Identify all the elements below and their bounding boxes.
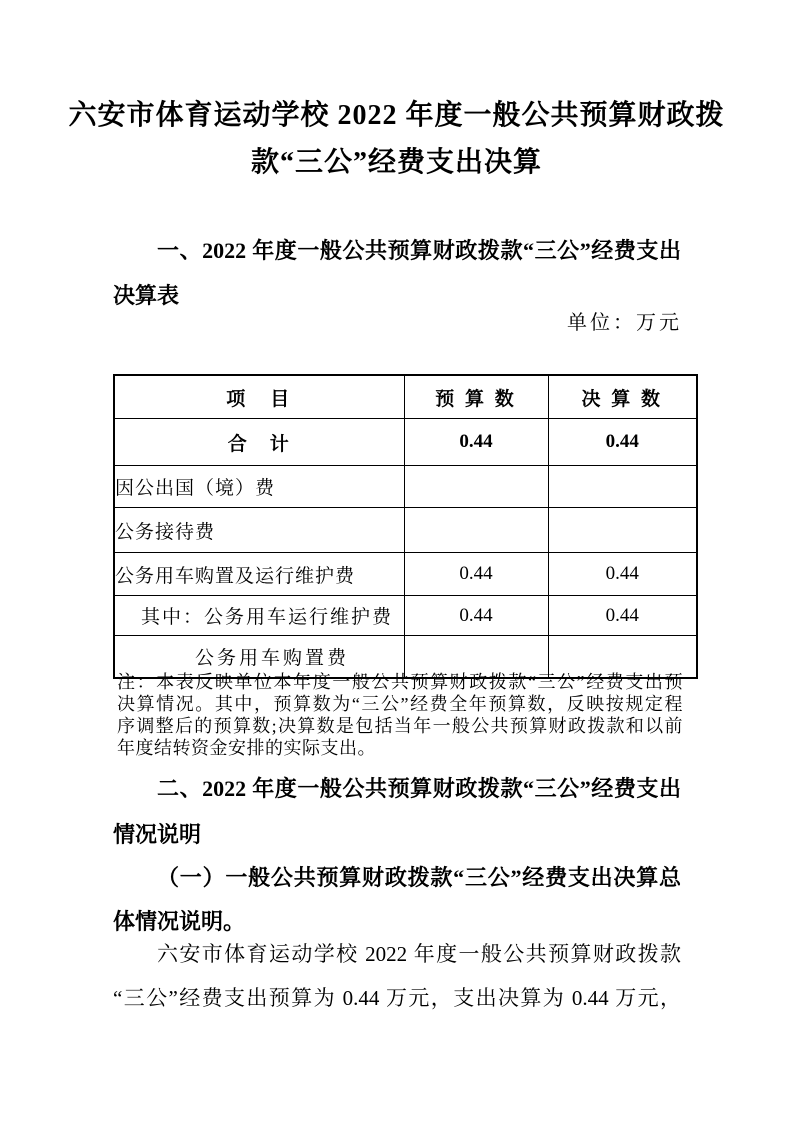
overview-paragraph: [113, 932, 681, 1020]
table-header-row: [114, 375, 697, 419]
unit-label: 单位：万元: [567, 312, 682, 334]
section1-heading: [113, 228, 681, 318]
table-cell-final: [548, 508, 697, 553]
table-row-reception-expense: [114, 508, 697, 553]
section2-subheading-line-2: 体情况说明。: [113, 909, 246, 934]
document-title-line-1: 六安市体育运动学校 2022 年度一般公共预算财政拨: [68, 100, 725, 131]
table-cell-label: 其中：公务用车运行维护费: [114, 596, 404, 636]
table-row-vehicle-operation: [114, 596, 697, 636]
section1-heading-line-2: 决算表: [113, 283, 180, 308]
table-cell-final: 0.44: [548, 596, 697, 636]
table-note-line-3: 序调整后的预算数;决算数是包括当年一般公共预算财政拨款和以前: [117, 716, 683, 736]
table-cell-final: [548, 466, 697, 508]
column-header-budget: 预 算 数: [404, 375, 548, 419]
table-cell-label: 公务用车购置费: [114, 636, 404, 679]
document-title: [56, 92, 737, 186]
table-cell-budget: 0.44: [404, 553, 548, 596]
section2-subheading-line-1: （一）一般公共预算财政拨款“三公”经费支出决算总: [157, 865, 681, 890]
section2-heading-line-1: 二、2022 年度一般公共预算财政拨款“三公”经费支出: [157, 776, 681, 801]
table-row-total: [114, 419, 697, 466]
section2-heading-line-2: 情况说明: [113, 822, 202, 847]
table-cell-label: 合 计: [114, 419, 404, 466]
table-cell-final: 0.44: [548, 553, 697, 596]
table-note-line-1: 注：本表反映单位本年度一般公共预算财政拨款“三公”经费支出预: [117, 672, 683, 692]
table-note-line-2: 决算情况。其中，预算数为“三公”经费全年预算数，反映按规定程: [117, 694, 683, 714]
document-title-line-2: 款“三公”经费支出决算: [250, 147, 542, 178]
table-cell-label: 因公出国（境）费: [114, 466, 404, 508]
overview-paragraph-line-2: “三公”经费支出预算为 0.44 万元，支出决算为 0.44 万元，: [113, 986, 681, 1010]
table-cell-label: 公务接待费: [114, 508, 404, 553]
section1-heading-line-1: 一、2022 年度一般公共预算财政拨款“三公”经费支出: [157, 238, 681, 263]
overview-paragraph-line-1: 六安市体育运动学校 2022 年度一般公共预算财政拨款: [157, 942, 681, 966]
column-header-final: 决 算 数: [548, 375, 697, 419]
table-row-abroad-expense: [114, 466, 697, 508]
table-cell-budget: [404, 508, 548, 553]
table-note: [117, 671, 683, 759]
three-public-expense-table: [113, 374, 698, 679]
table-cell-budget: [404, 466, 548, 508]
section2-subheading: [113, 856, 681, 944]
table-cell-label: 公务用车购置及运行维护费: [114, 553, 404, 596]
table-cell-budget: 0.44: [404, 419, 548, 466]
table-note-line-4: 年度结转资金安排的实际支出。: [117, 738, 376, 758]
section2-heading: [113, 766, 681, 858]
table-row-vehicle-expense: [114, 553, 697, 596]
column-header-item: 项 目: [114, 375, 404, 419]
table-cell-final: 0.44: [548, 419, 697, 466]
table-cell-budget: 0.44: [404, 596, 548, 636]
